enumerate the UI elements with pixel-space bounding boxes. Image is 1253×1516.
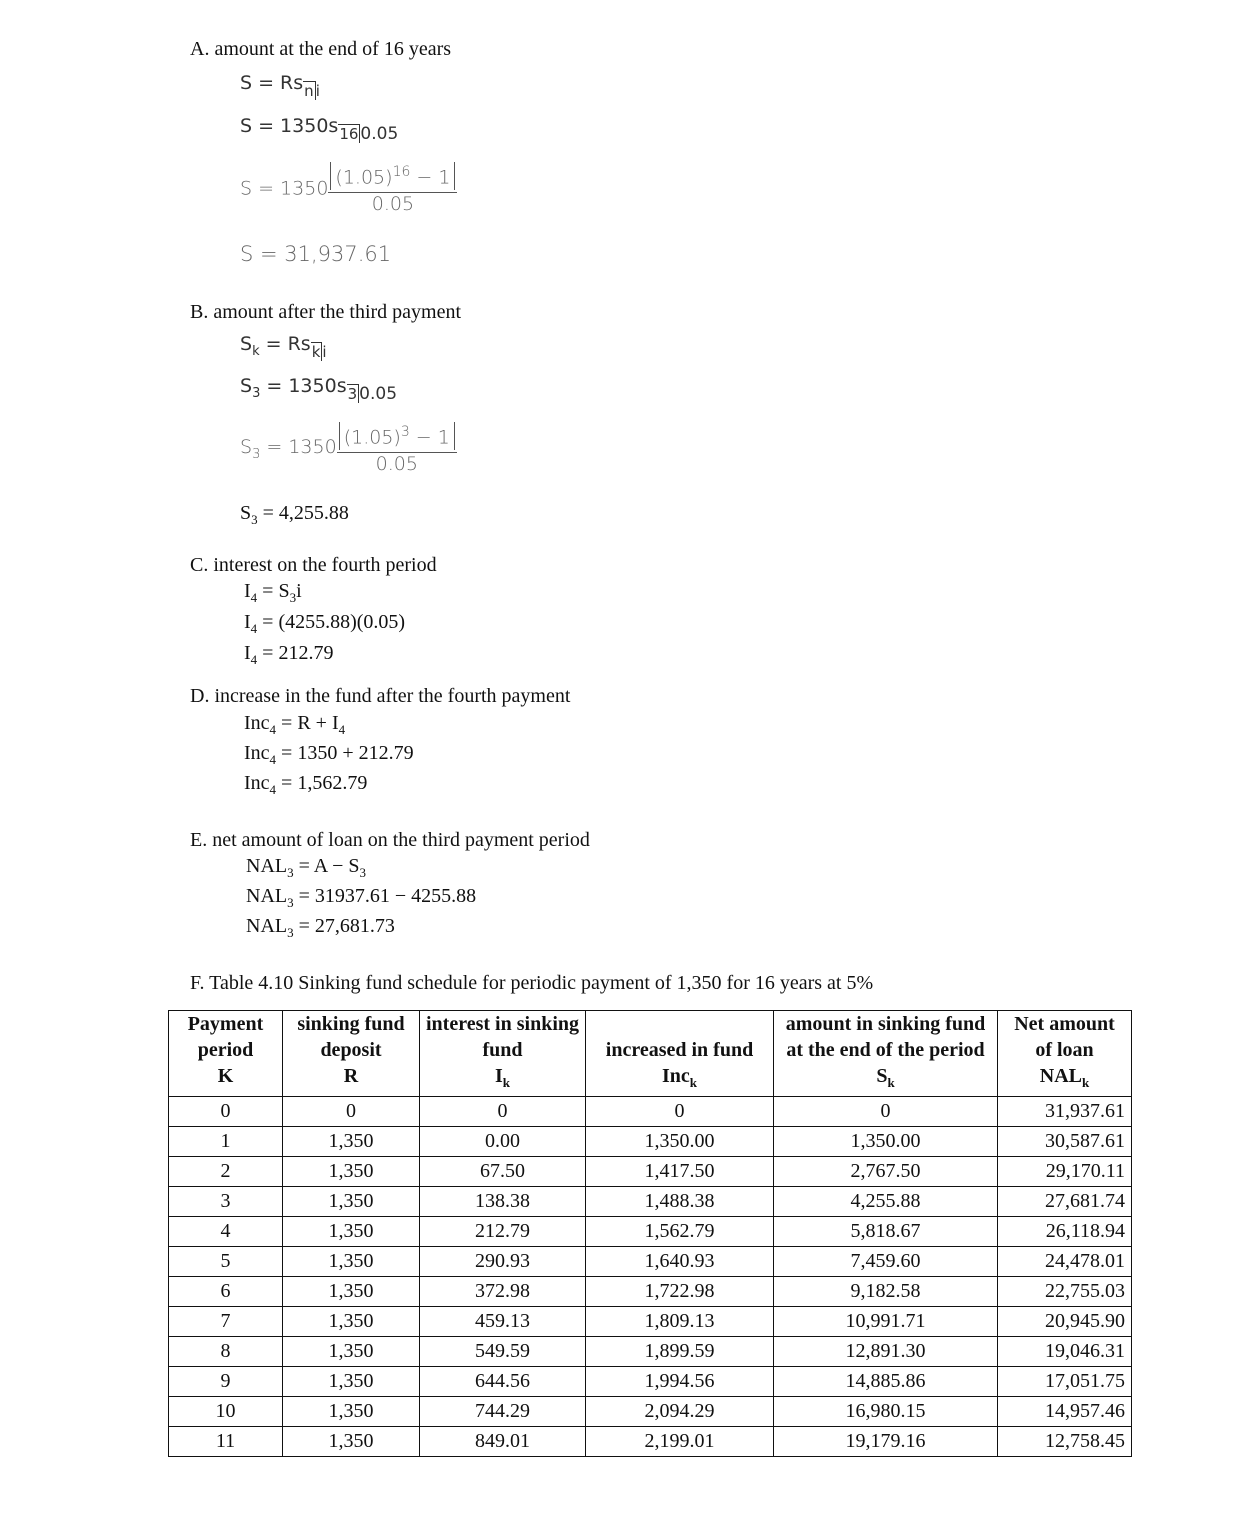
table-cell: 4 <box>169 1217 283 1247</box>
table-cell: 6 <box>169 1277 283 1307</box>
table-row <box>169 1367 1132 1397</box>
formula-a2: $S = 1350s_{16}$ 0.05 <box>240 115 399 144</box>
table-cell: 1,809.13 <box>586 1307 774 1337</box>
column-header: Net amount of loan $NAL_k$ <box>998 1011 1132 1097</box>
table-cell: 10,991.71 <box>774 1307 998 1337</box>
table-row <box>169 1397 1132 1427</box>
table-cell: 14,885.86 <box>774 1367 998 1397</box>
table-row <box>169 1337 1132 1367</box>
table-cell: 11 <box>169 1427 283 1457</box>
formula-c1: $I_4 = S_3i$ <box>244 580 302 605</box>
table-cell: 7 <box>169 1307 283 1337</box>
table-cell: 12,758.45 <box>998 1427 1132 1457</box>
table-cell: 5,818.67 <box>774 1217 998 1247</box>
table-cell: 16,980.15 <box>774 1397 998 1427</box>
formula-e2: $NAL_3 = 31937.61 - 4255.88$ <box>246 885 477 910</box>
section-c-heading: C. interest on the fourth period <box>190 554 437 576</box>
column-header: Payment period K <box>169 1011 283 1097</box>
section-d-heading: D. increase in the fund after the fourth payment <box>190 685 571 707</box>
table-cell: 17,051.75 <box>998 1367 1132 1397</box>
table-row <box>169 1247 1132 1277</box>
table-row <box>169 1187 1132 1217</box>
section-b-heading: B. amount after the third payment <box>190 301 462 323</box>
table-cell: 22,755.03 <box>998 1277 1132 1307</box>
formula-c3: $I_4 = 212.79$ <box>244 642 334 667</box>
table-cell: 744.29 <box>420 1397 586 1427</box>
formula-a4: S = 31,937.61 <box>240 242 392 266</box>
table-row <box>169 1127 1132 1157</box>
table-cell: 10 <box>169 1397 283 1427</box>
table-cell: 26,118.94 <box>998 1217 1132 1247</box>
sinking-fund-schedule-table <box>168 1010 1132 1457</box>
section-a-heading: A. amount at the end of 16 years <box>190 38 452 60</box>
table-cell: 1,350 <box>283 1397 420 1427</box>
table-cell: 1,350 <box>283 1247 420 1277</box>
formula-e1: $NAL_3 = A - S_3$ <box>246 855 367 880</box>
table-cell: 0 <box>586 1097 774 1127</box>
table-cell: 644.56 <box>420 1367 586 1397</box>
table-cell: 2,199.01 <box>586 1427 774 1457</box>
table-cell: 19,179.16 <box>774 1427 998 1457</box>
column-header: amount in sinking fund at the end of the period $S_k$ <box>774 1011 998 1097</box>
table-row <box>169 1427 1132 1457</box>
table-cell: 1,350 <box>283 1427 420 1457</box>
table-cell: 1,350 <box>283 1307 420 1337</box>
table-cell: 14,957.46 <box>998 1397 1132 1427</box>
table-cell: 29,170.11 <box>998 1157 1132 1187</box>
formula-c2: $I_4 = (4255.88)(0.05)$ <box>244 611 406 636</box>
table-cell: 67.50 <box>420 1157 586 1187</box>
column-header: increased in fund Inc$_k$ <box>586 1011 774 1097</box>
table-cell: 0.00 <box>420 1127 586 1157</box>
table-row <box>169 1097 1132 1127</box>
formula-b4: $S_3 = 4,255.88$ <box>240 502 349 527</box>
table-cell: 31,937.61 <box>998 1097 1132 1127</box>
table-cell: 290.93 <box>420 1247 586 1277</box>
table-cell: 549.59 <box>420 1337 586 1367</box>
table-cell: 1,640.93 <box>586 1247 774 1277</box>
table-cell: 1,994.56 <box>586 1367 774 1397</box>
formula-a3: S = 1350 $\frac{(1.05)^{16} - 1}{0.05}$ <box>240 162 457 215</box>
table-cell: 30,587.61 <box>998 1127 1132 1157</box>
table-cell: 8 <box>169 1337 283 1367</box>
formula-b3: $S_3 = 1350$ $\frac{(1.05)^3 - 1}{0.05}$ <box>240 422 457 475</box>
table-cell: 0 <box>283 1097 420 1127</box>
table-cell: 0 <box>774 1097 998 1127</box>
section-e-heading: E. net amount of loan on the third payment period <box>190 829 590 851</box>
formula-b1: $S_k = Rs_k$ $_i$ <box>240 333 327 361</box>
table-cell: 1 <box>169 1127 283 1157</box>
table-cell: 1,350 <box>283 1187 420 1217</box>
table-cell: 0 <box>420 1097 586 1127</box>
formula-d2: Inc$_4$ = 1350 + 212.79 <box>244 742 414 767</box>
table-cell: 2,094.29 <box>586 1397 774 1427</box>
table-cell: 1,350 <box>283 1277 420 1307</box>
table-cell: 20,945.90 <box>998 1307 1132 1337</box>
table-cell: 19,046.31 <box>998 1337 1132 1367</box>
table-cell: 4,255.88 <box>774 1187 998 1217</box>
table-cell: 24,478.01 <box>998 1247 1132 1277</box>
table-cell: 1,417.50 <box>586 1157 774 1187</box>
section-f-heading: F. Table 4.10 Sinking fund schedule for periodic payment of 1,350 for 16 years at 5% <box>190 972 874 994</box>
table-cell: 1,562.79 <box>586 1217 774 1247</box>
table-row <box>169 1217 1132 1247</box>
table-cell: 12,891.30 <box>774 1337 998 1367</box>
table-row <box>169 1277 1132 1307</box>
table-cell: 7,459.60 <box>774 1247 998 1277</box>
table-cell: 2,767.50 <box>774 1157 998 1187</box>
table-cell: 0 <box>169 1097 283 1127</box>
table-cell: 1,350.00 <box>774 1127 998 1157</box>
table-cell: 372.98 <box>420 1277 586 1307</box>
table-cell: 138.38 <box>420 1187 586 1217</box>
table-cell: 5 <box>169 1247 283 1277</box>
table-row <box>169 1157 1132 1187</box>
table-cell: 1,722.98 <box>586 1277 774 1307</box>
formula-e3: $NAL_3 = 27,681.73$ <box>246 915 395 940</box>
table-cell: 1,350 <box>283 1217 420 1247</box>
formula-d3: Inc$_4$ = 1,562.79 <box>244 772 368 797</box>
table-cell: 2 <box>169 1157 283 1187</box>
column-header: interest in sinking fund $I_k$ <box>420 1011 586 1097</box>
table-cell: 9,182.58 <box>774 1277 998 1307</box>
table-cell: 459.13 <box>420 1307 586 1337</box>
formula-d1: $Inc_4 = R + I_4$ <box>244 712 346 737</box>
table-cell: 1,350 <box>283 1367 420 1397</box>
table-cell: 1,488.38 <box>586 1187 774 1217</box>
table-cell: 1,350 <box>283 1127 420 1157</box>
table-cell: 849.01 <box>420 1427 586 1457</box>
formula-b2: $S_3 = 1350s_3$ 0.05 <box>240 375 398 404</box>
table-cell: 3 <box>169 1187 283 1217</box>
table-cell: 9 <box>169 1367 283 1397</box>
table-cell: 1,350 <box>283 1337 420 1367</box>
table-cell: 212.79 <box>420 1217 586 1247</box>
column-header: sinking fund deposit R <box>283 1011 420 1097</box>
table-cell: 27,681.74 <box>998 1187 1132 1217</box>
formula-a1: $S = Rs_n$ $_i$ <box>240 72 320 100</box>
table-cell: 1,899.59 <box>586 1337 774 1367</box>
table-cell: 1,350.00 <box>586 1127 774 1157</box>
table-row <box>169 1307 1132 1337</box>
table-cell: 1,350 <box>283 1157 420 1187</box>
